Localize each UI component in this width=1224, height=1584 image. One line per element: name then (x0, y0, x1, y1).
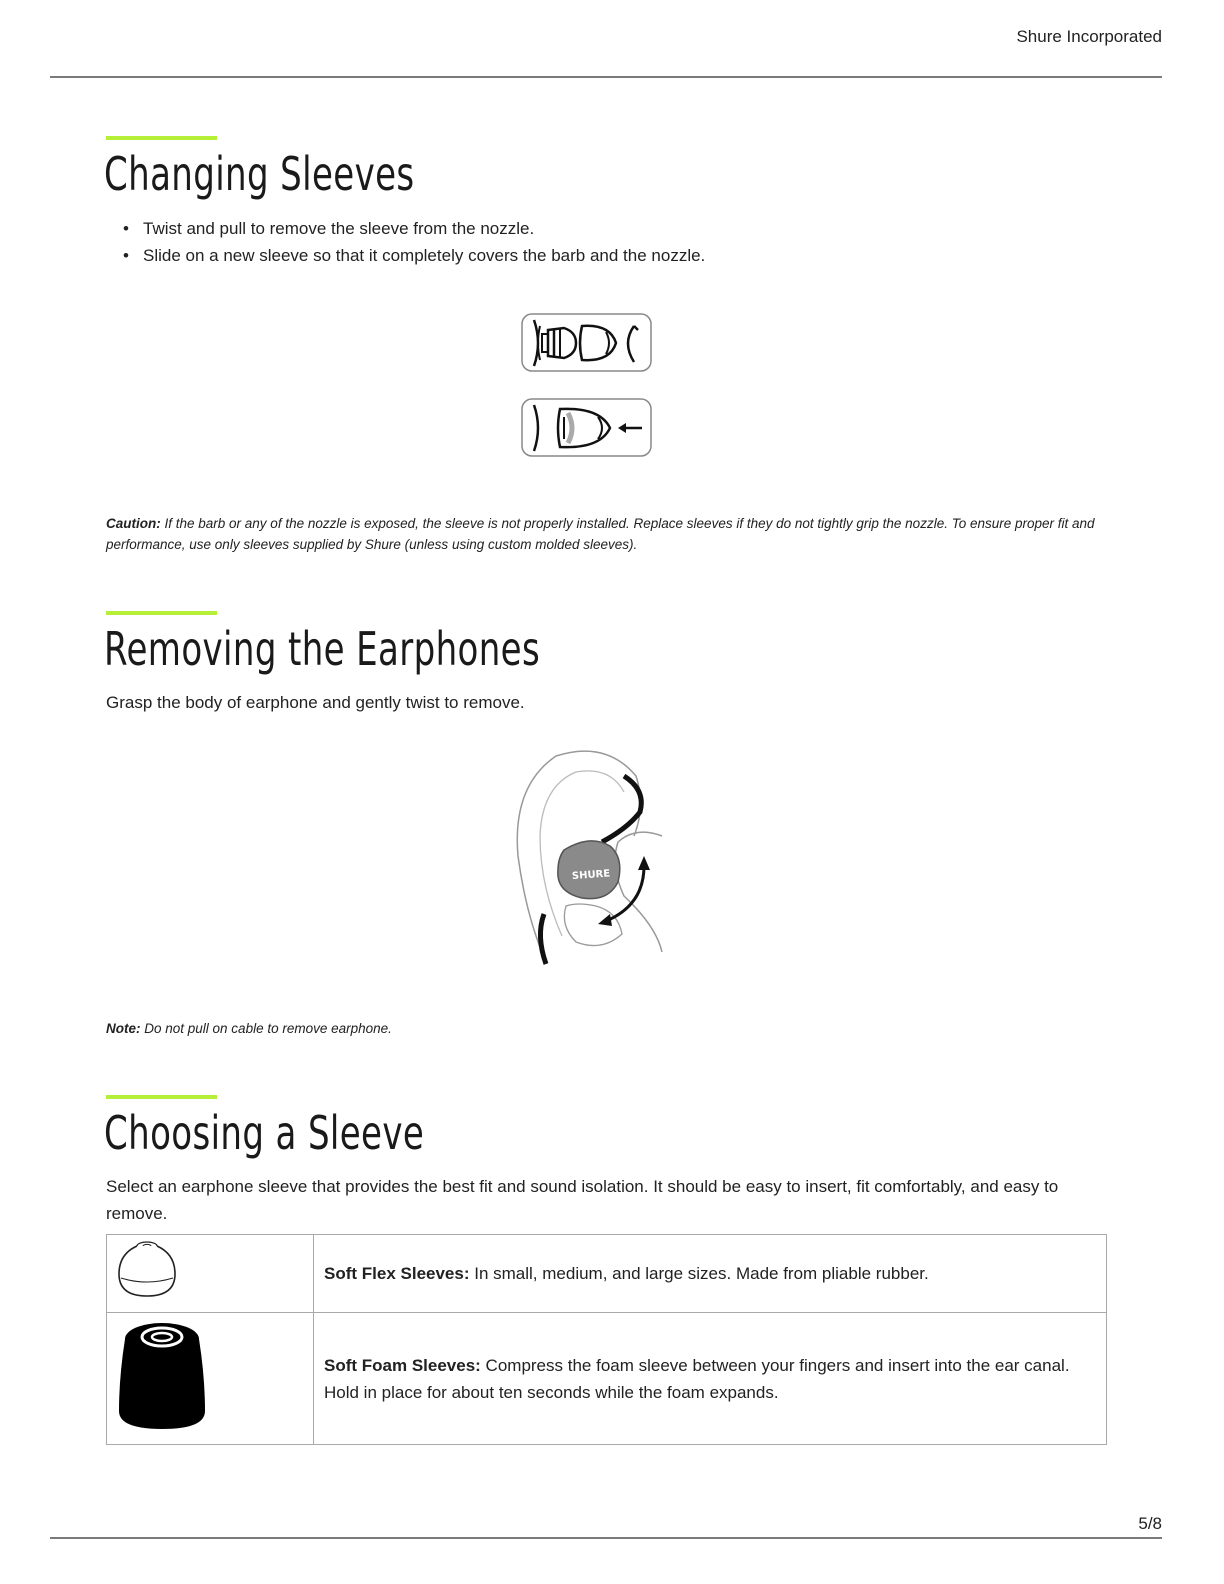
caution-note (106, 513, 1116, 555)
table-cell-description (314, 1313, 1107, 1445)
table-row (107, 1235, 1107, 1313)
sleeve-removal-illustration (520, 312, 654, 374)
table-cell-image (107, 1313, 314, 1445)
section-accent-bar (106, 611, 217, 615)
section-title-choosing-sleeve: Choosing a Sleeve (104, 1106, 425, 1160)
section-title-removing-earphones: Removing the Earphones (104, 622, 541, 676)
header-company: Shure Incorporated (1016, 27, 1162, 46)
section-accent-bar (106, 136, 217, 140)
footer-rule (50, 1537, 1162, 1539)
soft-flex-sleeve-icon (115, 1238, 179, 1302)
removing-instruction: Grasp the body of earphone and gently twist to remove. (106, 693, 525, 712)
note-label: Note: (106, 1021, 141, 1036)
soft-foam-sleeve-icon (115, 1317, 209, 1433)
page-number: 5/8 (1138, 1514, 1162, 1533)
list-item: • Twist and pull to remove the sleeve from the nozzle. (106, 215, 705, 242)
bullet-icon: • (123, 246, 129, 265)
bullet-icon: • (123, 219, 129, 238)
sleeve-type-description: In small, medium, and large sizes. Made from pliable rubber. (469, 1264, 929, 1283)
sleeve-type-description: Compress the foam sleeve between your fingers and insert into the ear canal. Hold in place for about ten seconds while the foam expands. (324, 1355, 1070, 1402)
choosing-intro: Select an earphone sleeve that provides the best fit and sound isolation. It should be easy to insert, fit comfortably, and easy to remove. (106, 1177, 1059, 1223)
note-text: Do not pull on cable to remove earphone. (140, 1021, 392, 1036)
caution-label: Caution: (106, 516, 161, 531)
shure-logo-text: SHURE (571, 868, 611, 883)
sleeve-type-name: Soft Foam Sleeves: (324, 1355, 481, 1375)
sleeve-type-name: Soft Flex Sleeves: (324, 1264, 470, 1283)
removal-note (106, 1018, 1116, 1039)
section-title-changing-sleeves: Changing Sleeves (104, 147, 415, 201)
caution-text: If the barb or any of the nozzle is exposed, the sleeve is not properly installed. Replace sleeves if they do not tightly grip the nozzle. To ensure proper fit and performance, use only sleeves supplied by Shure (unless using custom molded sleeves). (106, 516, 1095, 552)
sleeve-install-illustration (520, 397, 654, 459)
table-cell-image (107, 1235, 314, 1313)
table-cell-description (314, 1235, 1107, 1313)
header-rule (50, 76, 1162, 78)
section-accent-bar (106, 1095, 217, 1099)
table-row (107, 1313, 1107, 1445)
list-item: • Slide on a new sleeve so that it completely covers the barb and the nozzle. (106, 242, 705, 269)
sleeve-options-table (106, 1234, 1107, 1445)
changing-steps-list (106, 215, 705, 269)
earphone-removal-illustration (506, 746, 670, 966)
